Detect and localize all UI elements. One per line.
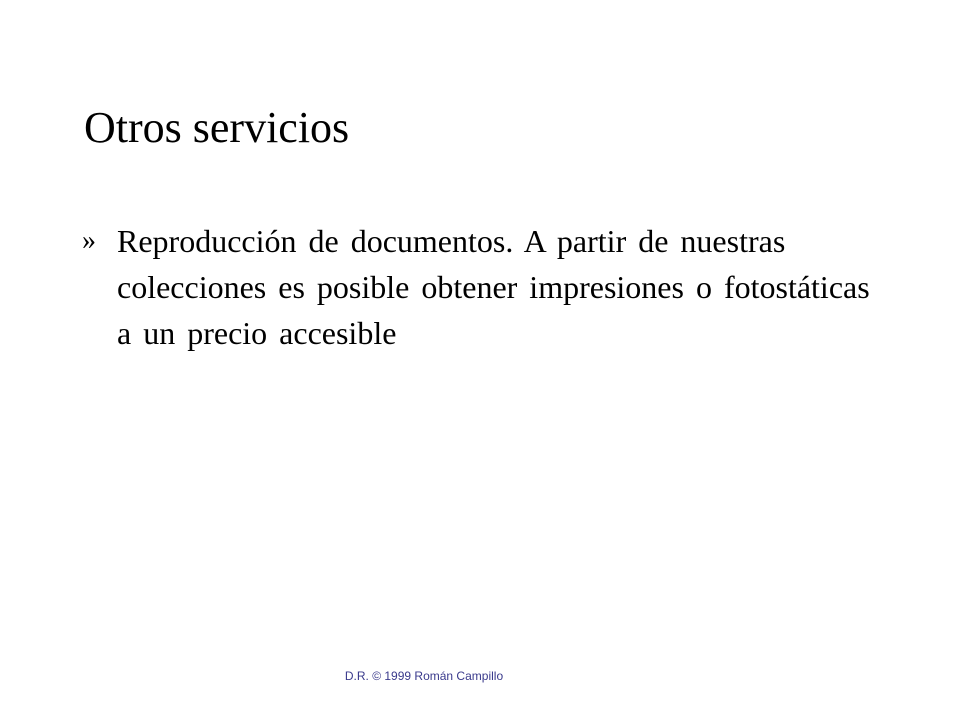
- bullet-marker-icon: »: [82, 225, 96, 256]
- bullet-text: Reproducción de documentos. A partir de nuestras colecciones es posible obtener impresiones o fotostáticas a un precio accesible: [117, 223, 870, 351]
- slide-title: Otros servicios: [84, 103, 350, 152]
- copyright-footer: D.R. © 1999 Román Campillo: [344, 669, 504, 683]
- bullet-item: [82, 218, 882, 356]
- bullet-list: [82, 218, 882, 356]
